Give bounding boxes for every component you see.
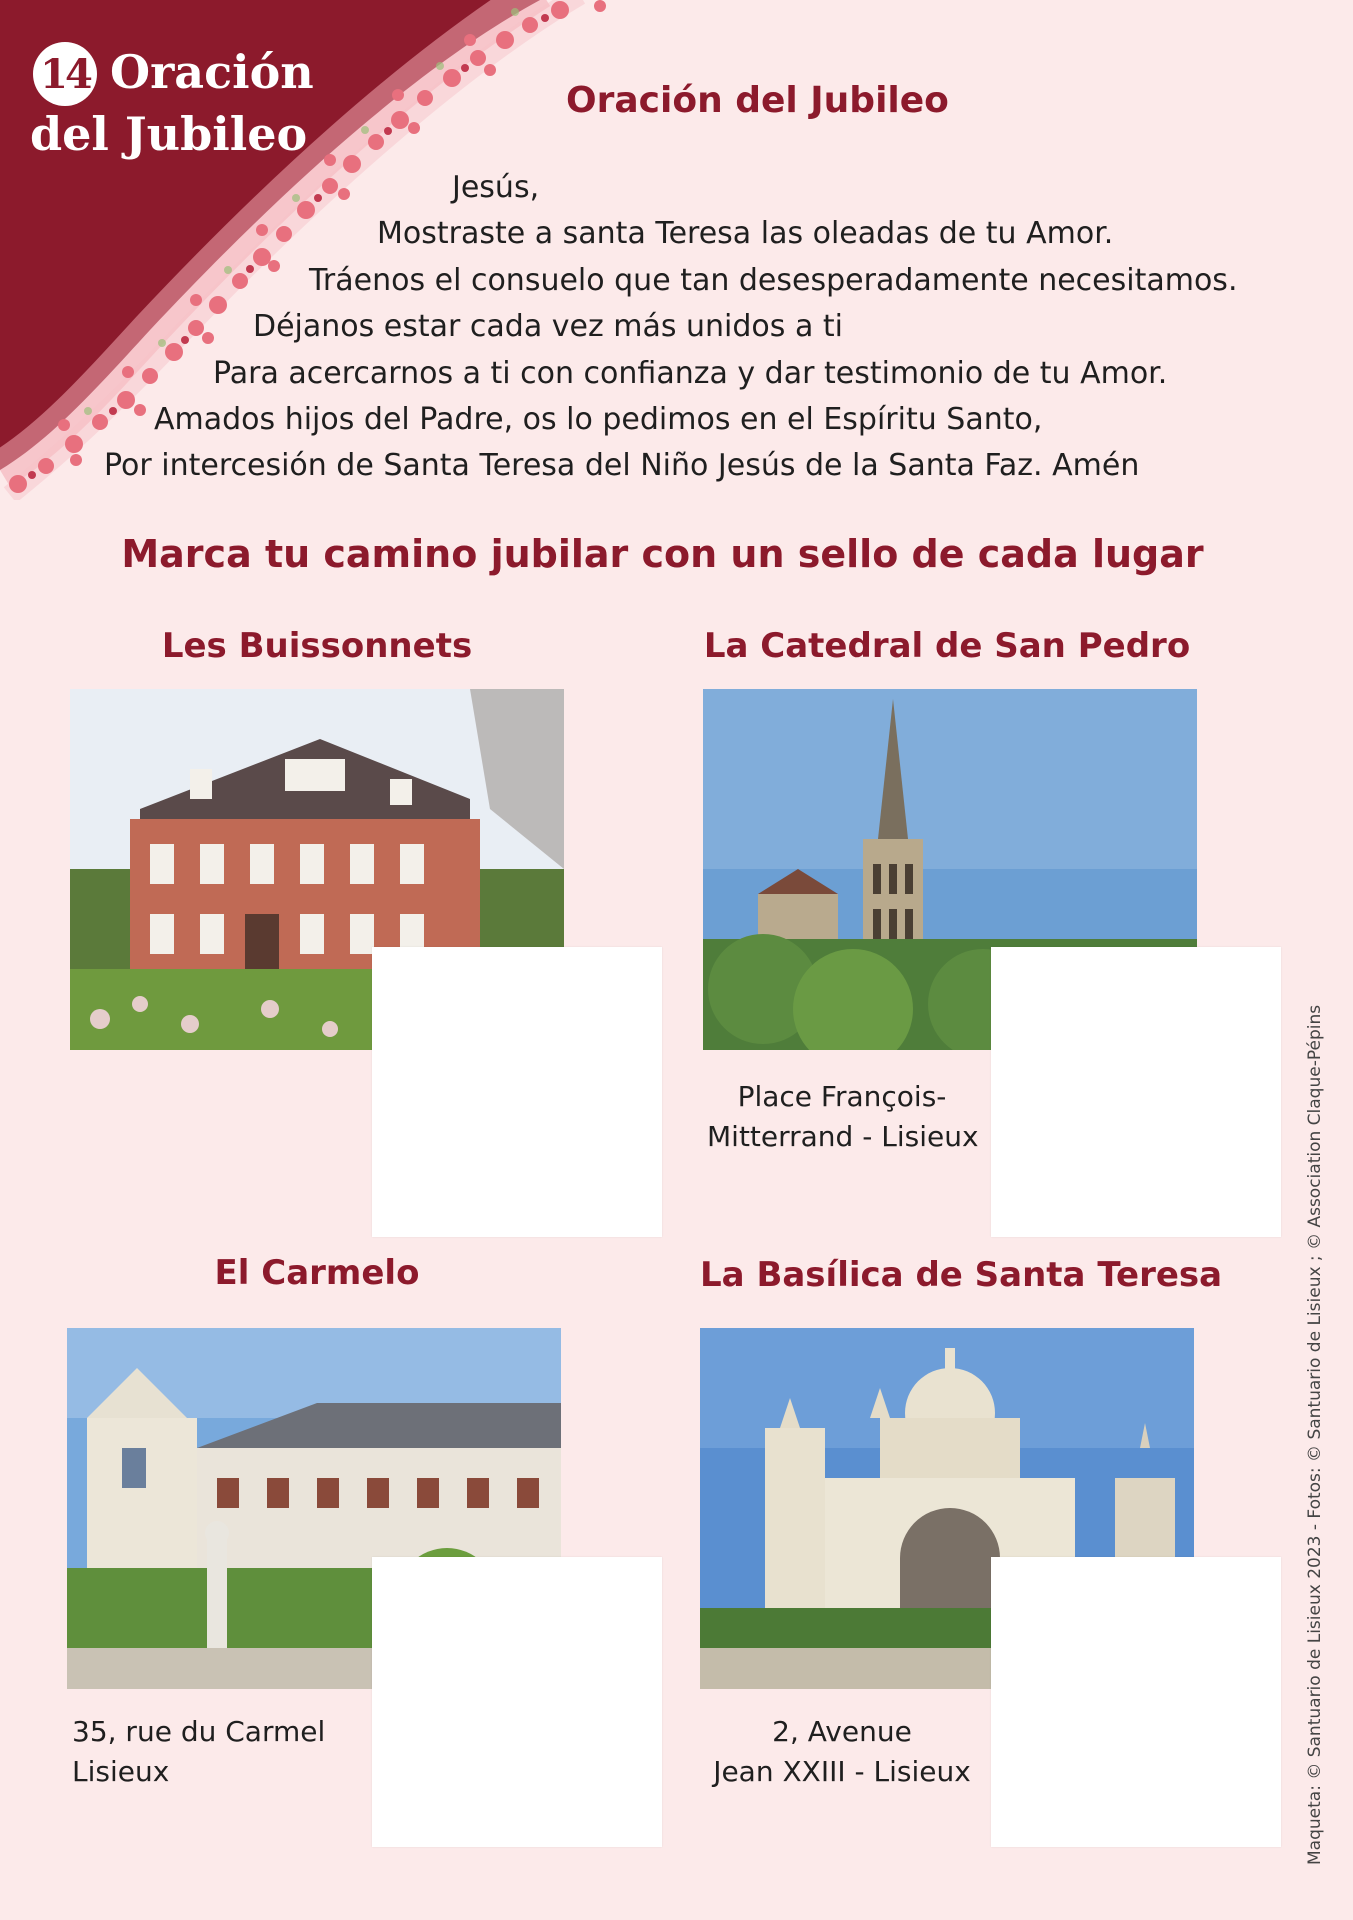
- site-title-carmelo: El Carmelo: [214, 1253, 420, 1293]
- site-title-catedral: La Catedral de San Pedro: [703, 626, 1191, 666]
- address-basilica: [700, 1712, 984, 1792]
- site-title-basilica: La Basílica de Santa Teresa: [700, 1255, 1223, 1295]
- corner-title-line2: del Jubileo: [30, 107, 308, 161]
- address-line: Jean XXIII - Lisieux: [713, 1755, 971, 1788]
- stamps-section-title: Marca tu camino jubilar con un sello de cada lugar: [121, 532, 1204, 576]
- address-line: Lisieux: [72, 1755, 170, 1788]
- prayer-line: Para acercarnos a ti con confianza y dar testimonio de tu Amor.: [213, 356, 1168, 391]
- address-line: Place François-: [737, 1080, 947, 1113]
- site-title-buissonnets: Les Buissonnets: [161, 626, 473, 666]
- address-line: 35, rue du Carmel: [72, 1715, 326, 1748]
- corner-title-line1: Oración: [110, 45, 314, 99]
- address-line: Mitterrand - Lisieux: [707, 1120, 979, 1153]
- address-carmelo: [72, 1712, 325, 1792]
- prayer-line: Jesús,: [452, 170, 540, 205]
- prayer-line: Amados hijos del Padre, os lo pedimos en el Espíritu Santo,: [154, 402, 1043, 437]
- prayer-line: Déjanos estar cada vez más unidos a ti: [253, 309, 843, 344]
- prayer-title: Oración del Jubileo: [566, 80, 949, 121]
- photo-credits: Maqueta: © Santuario de Lisieux 2023 - Fotos: © Santuario de Lisieux ; © Association Claque-Pépins: [1305, 1004, 1325, 1865]
- stamp-box-catedral[interactable]: [991, 947, 1281, 1237]
- prayer-line: Tráenos el consuelo que tan desesperadamente necesitamos.: [309, 263, 1238, 298]
- address-catedral: [707, 1077, 977, 1157]
- address-line: 2, Avenue: [772, 1715, 912, 1748]
- section-number-badge: 14: [33, 42, 97, 106]
- stamp-box-carmelo[interactable]: [372, 1557, 662, 1847]
- stamp-box-buissonnets[interactable]: [372, 947, 662, 1237]
- stamp-box-basilica[interactable]: [991, 1557, 1281, 1847]
- prayer-line: Por intercesión de Santa Teresa del Niño Jesús de la Santa Faz. Amén: [104, 448, 1140, 483]
- prayer-line: Mostraste a santa Teresa las oleadas de tu Amor.: [377, 216, 1114, 251]
